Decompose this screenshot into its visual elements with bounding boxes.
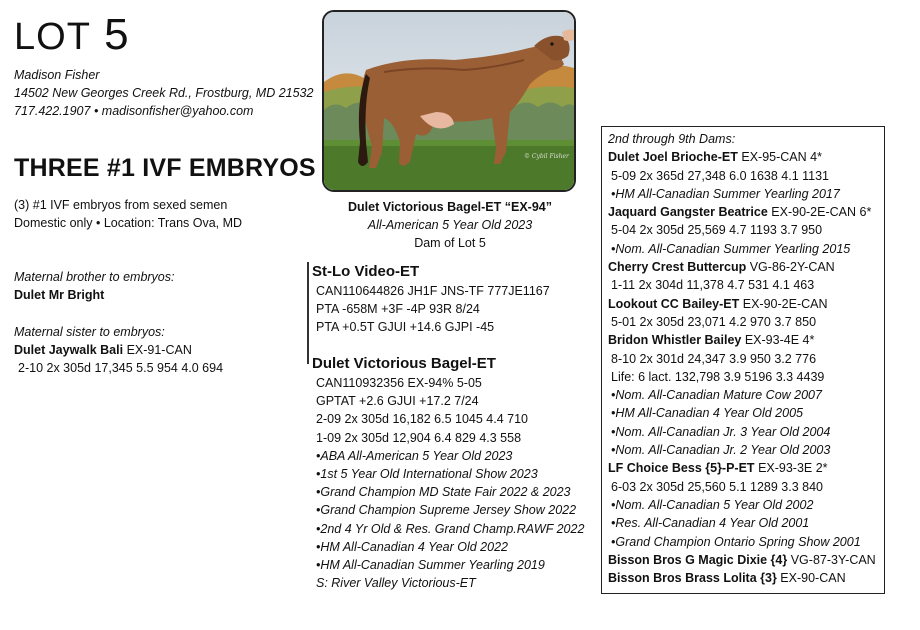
dam-award: •Nom. All-Canadian 5 Year Old 2002 bbox=[611, 497, 814, 512]
pedigree-dam bbox=[608, 551, 876, 569]
cow-illustration bbox=[324, 12, 574, 190]
dam-rating: VG-86-2Y-CAN bbox=[749, 260, 835, 275]
maternal-sister-line bbox=[14, 341, 192, 359]
maternal-sister-name: Dulet Jaywalk Bali bbox=[14, 343, 124, 357]
dam-award: •Nom. All-Canadian Jr. 3 Year Old 2004 bbox=[611, 424, 831, 439]
maternal-sister-record: 2-10 2x 305d 17,345 5.5 954 4.0 694 bbox=[18, 361, 224, 375]
dam-award: •Grand Champion Supreme Jersey Show 2022 bbox=[316, 503, 577, 518]
dam-award: •ABA All-American 5 Year Old 2023 bbox=[316, 448, 513, 463]
dam-award: •Nom. All-Canadian Summer Yearling 2015 bbox=[611, 241, 851, 256]
maternal-sister-rating: EX-91-CAN bbox=[126, 343, 192, 357]
dam-name: Cherry Crest Buttercup bbox=[608, 260, 747, 275]
photo-signature: © Cybil Fisher bbox=[524, 153, 569, 160]
dam-award: •2nd 4 Yr Old & Res. Grand Champ.RAWF 2022 bbox=[316, 521, 585, 536]
dam-rating: EX-90-2E-CAN bbox=[742, 296, 828, 311]
dam-award: •1st 5 Year Old International Show 2023 bbox=[316, 467, 538, 482]
dam-record: 8-10 2x 301d 24,347 3.9 950 3.2 776 bbox=[611, 351, 817, 366]
consignor-name: Madison Fisher bbox=[14, 68, 100, 82]
photo-caption bbox=[322, 198, 578, 252]
dam-record: 6-03 2x 305d 25,560 5.1 1289 3.3 840 bbox=[611, 479, 823, 494]
pedigree-heading: 2nd through 9th Dams: bbox=[608, 132, 736, 146]
caption-name: Dulet Victorious Bagel-ET “EX-94” bbox=[348, 200, 552, 214]
pedigree-dam bbox=[608, 459, 876, 477]
dam-award: •HM All-Canadian Summer Yearling 2017 bbox=[611, 186, 840, 201]
dam-lifetime: Life: 6 lact. 132,798 3.9 5196 3.3 4439 bbox=[611, 369, 825, 384]
sire-divider bbox=[307, 262, 309, 364]
pedigree-dam bbox=[608, 331, 876, 349]
description-line: (3) #1 IVF embryos from sexed semen bbox=[14, 198, 228, 212]
dam-line: CAN110932356 EX-94% 5-05 bbox=[316, 376, 482, 390]
dam-rating: VG-87-3Y-CAN bbox=[790, 552, 876, 567]
pedigree-dam bbox=[608, 258, 876, 276]
dam-rating: EX-93-3E 2* bbox=[758, 461, 828, 476]
lot-headline: THREE #1 IVF EMBRYOS bbox=[14, 154, 316, 182]
pedigree-dam bbox=[608, 569, 876, 587]
dam-name: Bridon Whistler Bailey bbox=[608, 333, 742, 348]
dam-rating: EX-90-CAN bbox=[780, 571, 846, 586]
dam-rating: EX-93-4E 4* bbox=[744, 333, 815, 348]
maternal-sister-label: Maternal sister to embryos: bbox=[14, 325, 165, 339]
dam-line: 2-09 2x 305d 16,182 6.5 1045 4.4 710 bbox=[316, 412, 528, 427]
pedigree-dam bbox=[608, 295, 876, 313]
lot-number: 5 bbox=[104, 10, 130, 59]
pedigree-list bbox=[608, 130, 876, 587]
description-line: Domestic only • Location: Trans Ova, MD bbox=[14, 216, 243, 230]
dam-name: Dulet Joel Brioche-ET bbox=[608, 150, 738, 165]
consignor-address: 14502 New Georges Creek Rd., Frostburg, MD 21532 bbox=[14, 86, 314, 100]
dam-award: •Grand Champion Ontario Spring Show 2001 bbox=[611, 534, 861, 549]
sire-name: St-Lo Video-ET bbox=[312, 263, 420, 280]
contact-block bbox=[14, 66, 313, 120]
dam-name: Jaquard Gangster Beatrice bbox=[608, 205, 768, 220]
dam-line: GPTAT +2.6 GJUI +17.2 7/24 bbox=[316, 394, 479, 409]
dam-rating: EX-90-2E-CAN 6* bbox=[771, 205, 872, 220]
dam-award: •Nom. All-Canadian Mature Cow 2007 bbox=[611, 388, 822, 403]
dam-record: 5-01 2x 305d 23,071 4.2 970 3.7 850 bbox=[611, 314, 817, 329]
dam-award: •HM All-Canadian 4 Year Old 2022 bbox=[316, 539, 508, 554]
dam-award: •Grand Champion MD State Fair 2022 & 2023 bbox=[316, 485, 571, 500]
caption-relation: Dam of Lot 5 bbox=[414, 236, 486, 250]
lot-title bbox=[14, 10, 130, 62]
dam-award: •Res. All-Canadian 4 Year Old 2001 bbox=[611, 516, 810, 531]
maternal-brother-name: Dulet Mr Bright bbox=[14, 288, 105, 302]
dam-award: •HM All-Canadian Summer Yearling 2019 bbox=[316, 558, 545, 573]
caption-award: All-American 5 Year Old 2023 bbox=[367, 218, 533, 232]
lot-label: LOT bbox=[14, 16, 91, 58]
sire-line: CAN110644826 JH1F JNS-TF 777JE1167 bbox=[316, 284, 550, 298]
dam-record: 1-11 2x 304d 11,378 4.7 531 4.1 463 bbox=[611, 278, 815, 293]
pedigree-dam bbox=[608, 148, 876, 166]
lot-description bbox=[14, 196, 242, 232]
sire-line: PTA -658M +3F -4P 93R 8/24 bbox=[316, 302, 480, 317]
dam-name: LF Choice Bess {5}-P-ET bbox=[608, 461, 755, 476]
dam-award: •HM All-Canadian 4 Year Old 2005 bbox=[611, 406, 803, 421]
dam-info bbox=[316, 374, 584, 592]
dam-record: 5-09 2x 365d 27,348 6.0 1638 4.1 1131 bbox=[611, 168, 830, 183]
cow-photo bbox=[322, 10, 576, 192]
pedigree-dam bbox=[608, 203, 876, 221]
dam-rating: EX-95-CAN 4* bbox=[741, 150, 822, 165]
maternal-brother-label: Maternal brother to embryos: bbox=[14, 270, 175, 284]
dam-sire: S: River Valley Victorious-ET bbox=[316, 576, 476, 591]
dam-record: 5-04 2x 305d 25,569 4.7 1193 3.7 950 bbox=[611, 223, 823, 238]
dam-name: Bisson Bros G Magic Dixie {4} bbox=[608, 552, 788, 567]
dam-award: •Nom. All-Canadian Jr. 2 Year Old 2003 bbox=[611, 443, 831, 458]
sire-info bbox=[316, 282, 550, 337]
dam-name: Dulet Victorious Bagel-ET bbox=[312, 355, 496, 372]
dam-line: 1-09 2x 305d 12,904 6.4 829 4.3 558 bbox=[316, 430, 522, 445]
dam-name: Bisson Bros Brass Lolita {3} bbox=[608, 571, 777, 586]
sire-line: PTA +0.5T GJUI +14.6 GJPI -45 bbox=[316, 320, 495, 335]
consignor-phone-email: 717.422.1907 • madisonfisher@yahoo.com bbox=[14, 104, 254, 118]
dam-name: Lookout CC Bailey-ET bbox=[608, 296, 740, 311]
